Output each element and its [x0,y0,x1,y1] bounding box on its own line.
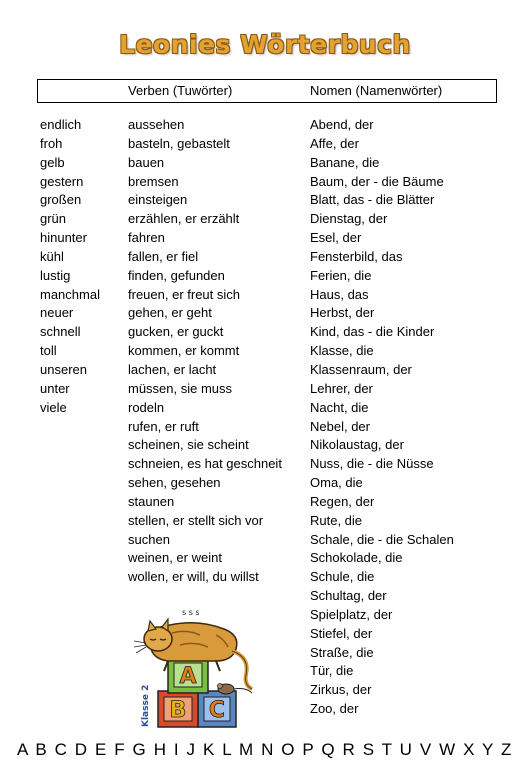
verb-item: fahren [128,230,165,246]
word-item: endlich [40,117,82,132]
noun-item: Zirkus, der [310,682,372,698]
word-item: neuer [40,305,74,321]
verbs-header: Verben (Tuwörter) [128,83,233,98]
word-item: unter [40,380,70,396]
block-c [198,691,236,727]
noun-item: Stiefel, der [310,625,373,641]
verb-item: freuen, er freut sich [128,286,240,302]
verb-item: müssen, sie muss [128,380,233,396]
block-b-letter: B [169,698,187,723]
noun-item: Herbst, der [310,305,375,321]
noun-item: Regen, der [310,493,375,509]
word-item: unseren [40,361,87,377]
page-title: Leonies Wörterbuch [119,30,411,59]
noun-item: Lehrer, der [310,380,373,396]
noun-item: Fensterbild, das [310,248,403,264]
noun-item: Oma, die [310,475,363,491]
noun-item: Schule, die [310,569,375,585]
word-item: viele [40,399,67,415]
class-label: Klasse 2 [141,684,151,727]
word-item: gestern [40,173,84,189]
alphabet-row: A B C D E F G H I J K L M N O P Q R S T U V W X Y Z [17,740,513,759]
noun-item: Nacht, die [310,399,369,415]
verb-item: suchen [128,531,170,547]
snore-text: s s s [182,608,200,617]
word-item: grün [40,211,67,227]
verb-item: aussehen [128,117,185,132]
verb-item: stellen, er stellt sich vor [128,512,264,528]
verb-item: einsteigen [128,192,188,208]
nouns-header: Nomen (Namenwörter) [310,83,443,98]
verb-item: basteln, gebastelt [128,135,230,151]
noun-item: Kind, das - die Kinder [310,324,435,340]
verb-item: sehen, gesehen [128,475,221,491]
block-a-letter: A [179,664,197,689]
verb-item: gehen, er geht [128,305,212,321]
noun-item: Rute, die [310,512,363,528]
word-item: toll [40,343,57,359]
block-b [158,691,198,727]
noun-item: Banane, die [310,154,380,170]
verb-item: fallen, er fiel [128,248,199,264]
word-item: froh [40,135,63,151]
noun-item: Straße, die [310,644,374,660]
word-item: hinunter [40,230,87,246]
noun-item: Tür, die [310,663,354,679]
noun-item: Nikolaustag, der [310,437,404,453]
word-item: gelb [40,154,65,170]
noun-item: Schultag, der [310,588,387,604]
noun-item: Ferien, die [310,267,372,283]
verb-item: wollen, er will, du willst [128,569,259,585]
verb-item: rufen, er ruft [128,418,199,434]
verbs-column [128,116,282,587]
verb-item: staunen [128,493,175,509]
noun-item: Esel, der [310,230,362,246]
noun-item: Baum, der - die Bäume [310,173,444,189]
verb-item: scheinen, sie scheint [128,437,249,453]
noun-item: Nuss, die - die Nüsse [310,456,434,472]
verb-item: finden, gefunden [128,267,225,283]
verb-item: gucken, er guckt [128,324,224,340]
verb-item: bauen [128,154,165,170]
noun-item: Nebel, der [310,418,370,434]
block-c-letter: C [208,698,226,723]
noun-item: Affe, der [310,135,359,151]
noun-item: Schale, die - die Schalen [310,531,454,547]
noun-item: Abend, der [310,117,374,132]
word-item: manchmal [40,286,100,302]
noun-item: Zoo, der [310,701,359,717]
noun-item: Klasse, die [310,343,374,359]
verb-item: kommen, er kommt [128,343,240,359]
verb-item: erzählen, er erzählt [128,211,240,227]
nouns-column [310,116,454,719]
noun-item: Spielplatz, der [310,606,393,622]
verb-item: bremsen [128,173,179,189]
word-item: kühl [40,248,64,264]
word-item: lustig [40,267,71,283]
verb-item: schneien, es hat geschneit [128,456,282,472]
noun-item: Dienstag, der [310,211,388,227]
verb-item: weinen, er weint [128,550,222,566]
verb-item: lachen, er lacht [128,361,217,377]
word-item: großen [40,192,82,208]
cat-on-blocks-illustration [128,605,268,733]
other-words-column [40,116,100,418]
noun-item: Blatt, das - die Blätter [310,192,435,208]
noun-item: Klassenraum, der [310,361,412,377]
verb-item: rodeln [128,399,165,415]
block-a [168,657,208,693]
noun-item: Haus, das [310,286,369,302]
noun-item: Schokolade, die [310,550,403,566]
word-item: schnell [40,324,81,340]
